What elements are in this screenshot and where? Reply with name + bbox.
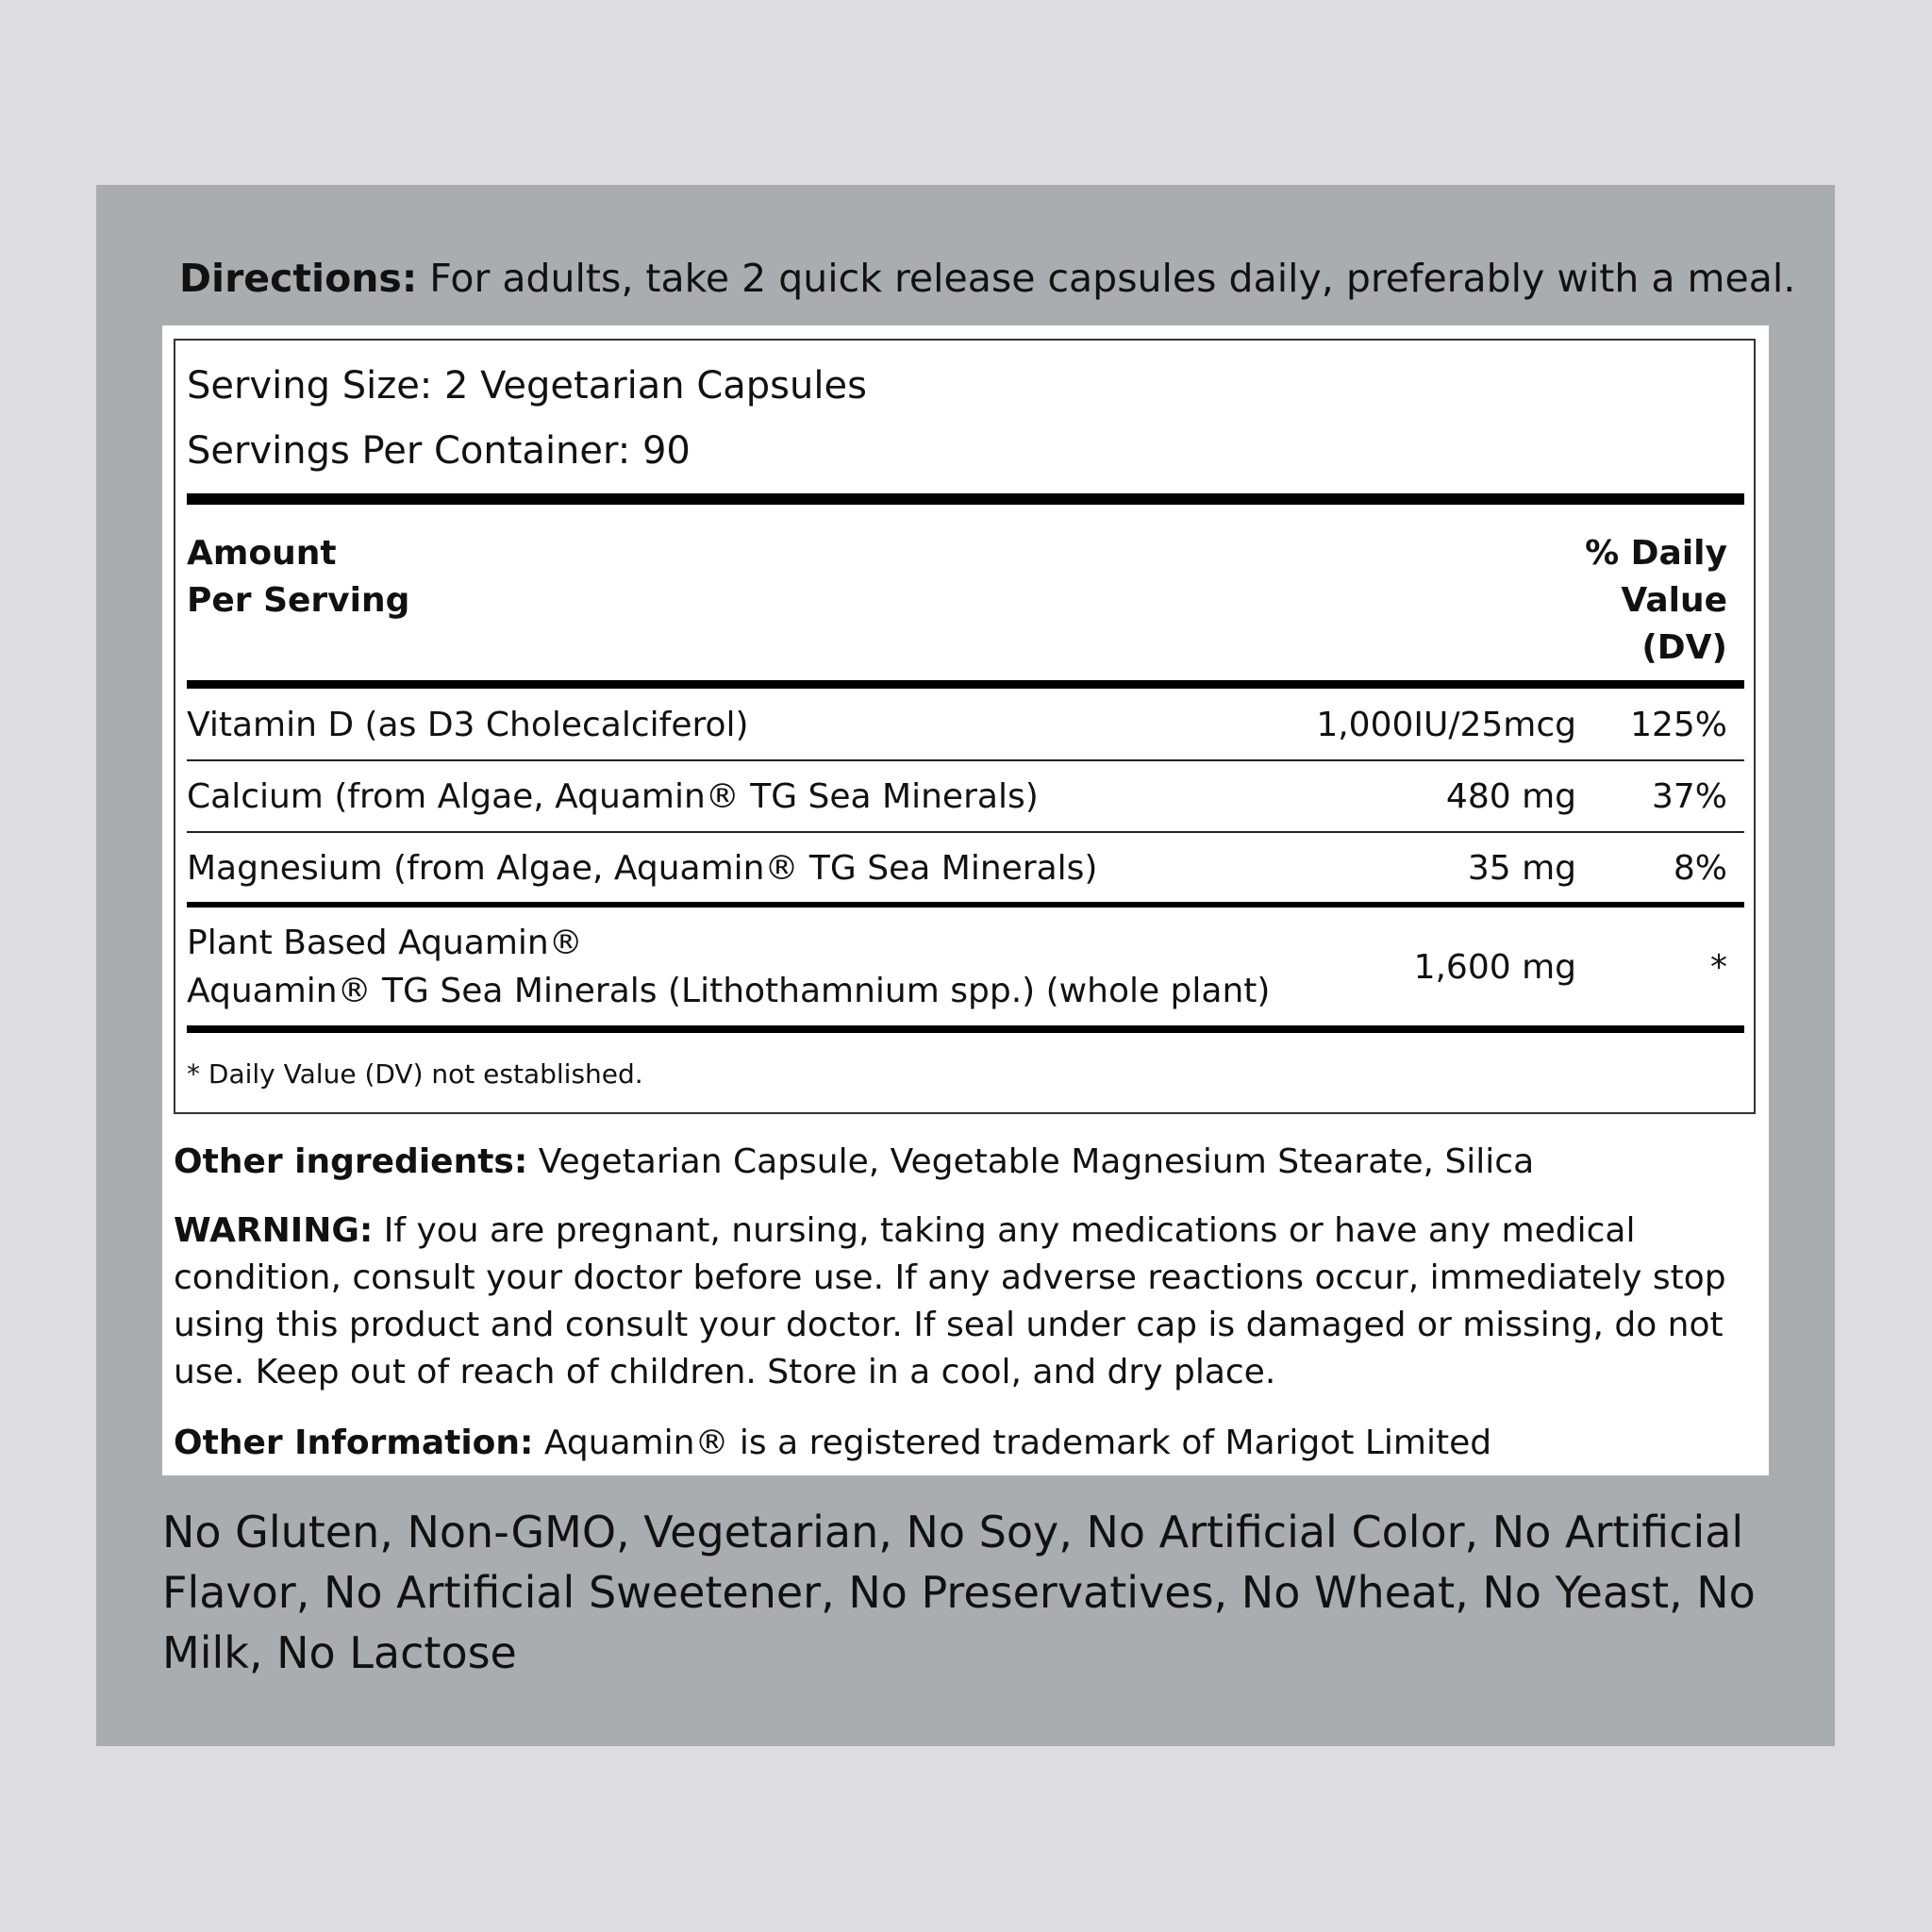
directions-text	[179, 251, 1795, 306]
header-divider	[187, 680, 1744, 689]
header-amount-line2: Per Serving	[187, 581, 410, 620]
warning	[174, 1208, 1749, 1396]
header-dv-line1: % Daily	[1585, 534, 1727, 573]
header-amount-line1: Amount	[187, 534, 337, 573]
footnote: * Daily Value (DV) not established.	[187, 1058, 643, 1090]
other-information-text: Aquamin® is a registered trademark of Marigot Limited	[533, 1424, 1492, 1462]
thick-divider	[187, 493, 1744, 505]
nutrient-name-line1: Plant Based Aquamin®	[187, 924, 583, 962]
header-dv-line3: (DV)	[1641, 628, 1727, 667]
nutrient-dv: 125%	[1630, 706, 1727, 744]
free-from-claims: No Gluten, Non-GMO, Vegetarian, No Soy, No Artificial Color, No Artificial Flavor, No Artificial Sweetener, No Preservatives, No Wheat, No Yeast, No Milk, No Lactose	[162, 1507, 1756, 1678]
nutrient-name-line2: Aquamin® TG Sea Minerals (Lithothamnium spp.) (whole plant)	[187, 972, 1271, 1010]
nutrient-dv: *	[1710, 948, 1727, 987]
row-divider	[187, 831, 1744, 833]
nutrient-name: Calcium (from Algae, Aquamin® TG Sea Minerals)	[187, 777, 1039, 816]
directions-body: For adults, take 2 quick release capsules daily, preferably with a meal.	[417, 256, 1796, 301]
nutrient-dv: 37%	[1651, 777, 1727, 816]
warning-text: If you are pregnant, nursing, taking any medications or have any medical condition, consult your doctor before use. If any adverse reactions occur, immediately stop using this product and consult your doctor. If seal under cap is damaged or missing, do not use. Keep out of reach of children. Store in a cool, and dry place.	[174, 1211, 1726, 1391]
directions-label: Directions:	[179, 256, 418, 301]
nutrient-amount: 1,000IU/25mcg	[1316, 706, 1576, 744]
servings-per-container: Servings Per Container: 90	[187, 429, 691, 473]
nutrient-amount: 480 mg	[1445, 777, 1576, 816]
nutrient-dv: 8%	[1673, 849, 1727, 888]
other-ingredients-text: Vegetarian Capsule, Vegetable Magnesium Stearate, Silica	[527, 1142, 1535, 1181]
nutrient-amount: 35 mg	[1467, 849, 1576, 888]
row-divider	[187, 759, 1744, 761]
other-ingredients-label: Other ingredients:	[174, 1142, 528, 1181]
nutrient-amount: 1,600 mg	[1413, 948, 1576, 987]
header-dv-line2: Value	[1621, 581, 1727, 620]
section-divider	[187, 902, 1744, 908]
other-information	[174, 1420, 1749, 1467]
nutrient-name: Vitamin D (as D3 Cholecalciferol)	[187, 706, 749, 744]
nutrient-name: Magnesium (from Algae, Aquamin® TG Sea Minerals)	[187, 849, 1098, 888]
other-ingredients	[174, 1139, 1749, 1186]
serving-size: Serving Size: 2 Vegetarian Capsules	[187, 364, 867, 408]
warning-label: WARNING:	[174, 1211, 374, 1250]
supplement-facts-box	[174, 339, 1756, 1114]
other-information-label: Other Information:	[174, 1424, 534, 1462]
bottom-divider	[187, 1025, 1744, 1033]
